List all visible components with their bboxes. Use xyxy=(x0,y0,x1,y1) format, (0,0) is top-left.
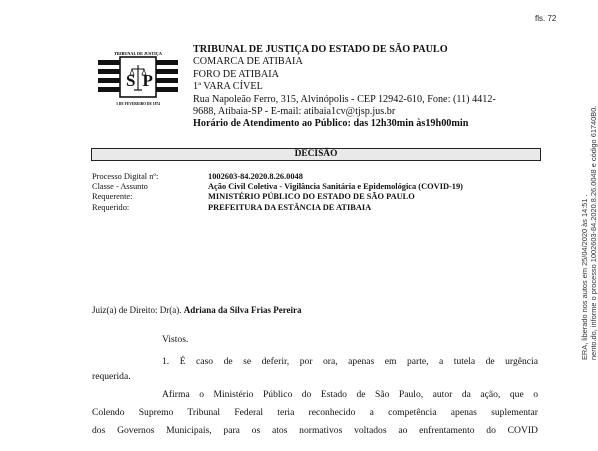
address-line-2: 9688, Atibaia-SP - E-mail: atibaia1cv@tjsp.jus.br xyxy=(193,106,396,118)
side-note-line-2: nento.do, informe o processo 1002603-84.2020.8.26.0048 e código 61740B0. xyxy=(589,105,598,360)
court-division: 1ª VARA CÍVEL xyxy=(193,81,263,93)
judge-line xyxy=(92,305,302,315)
paragraph-2-line-1: Afirma o Ministério Público do Estado de São Paulo, autor da ação, que o xyxy=(162,389,538,400)
case-info-label: Requerente: xyxy=(92,192,133,202)
court-name: TRIBUNAL DE JUSTIÇA DO ESTADO DE SÃO PAULO xyxy=(193,44,448,55)
judge-name: Adriana da Silva Frias Pereira xyxy=(183,305,302,315)
court-seal-logo xyxy=(94,48,182,112)
case-info-label: Classe - Assunto xyxy=(92,182,148,192)
forum-name: FORO DE ATIBAIA xyxy=(193,68,280,80)
case-info-label: Processo Digital nº: xyxy=(92,172,159,181)
seal-bottom-text: 3 DE FEVEREIRO DE 1874 xyxy=(116,102,160,106)
case-info-value: Ação Civil Coletiva - Vigilância Sanitária e Epidemológica (COVID-19) xyxy=(208,182,463,192)
paragraph-1-line-1: 1. É caso de se deferir, por ora, apenas em parte, a tutela de urgência xyxy=(162,356,538,367)
address-line-1: Rua Napoleão Ferro, 315, Alvinópolis - CEP 12942-610, Fone: (11) 4412- xyxy=(193,93,496,105)
office-hours: Horário de Atendimento ao Público: das 12h30min às19h00min xyxy=(193,118,469,130)
paragraph-1-line-2: requerida. xyxy=(92,371,131,382)
seal-letters: SP xyxy=(126,71,160,90)
case-info-label: Requerido: xyxy=(92,202,130,212)
case-info-value: MINISTÉRIO PÚBLICO DO ESTADO DE SÃO PAULO xyxy=(208,192,415,202)
district-name: COMARCA DE ATIBAIA xyxy=(193,56,303,68)
side-authentication-note xyxy=(580,106,598,360)
decision-title: DECISÃO xyxy=(91,148,541,161)
page-number: fls. 72 xyxy=(535,14,557,23)
judge-label: Juiz(a) de Direito: Dr(a). xyxy=(92,305,182,315)
paragraph-2-line-3: dos Governos Municipais, para os atos normativos voltados ao enfrentamento do COVID xyxy=(92,425,538,436)
side-note-line-1: ERA, liberado nos autos em 25/04/2020 às 14:51 . xyxy=(580,194,589,360)
case-info-value: PREFEITURA DA ESTÂNCIA DE ATIBAIA xyxy=(208,202,372,212)
case-info-value: 1002603-84.2020.8.26.0048 xyxy=(208,172,303,181)
paragraph-2-line-2: Colendo Supremo Tribunal Federal teria reconhecido a competência apenas suplementar xyxy=(92,407,538,418)
seal-top-text: TRIBUNAL DE JUSTIÇA xyxy=(114,51,162,56)
vistos: Vistos. xyxy=(162,334,189,345)
court-header xyxy=(193,44,496,131)
